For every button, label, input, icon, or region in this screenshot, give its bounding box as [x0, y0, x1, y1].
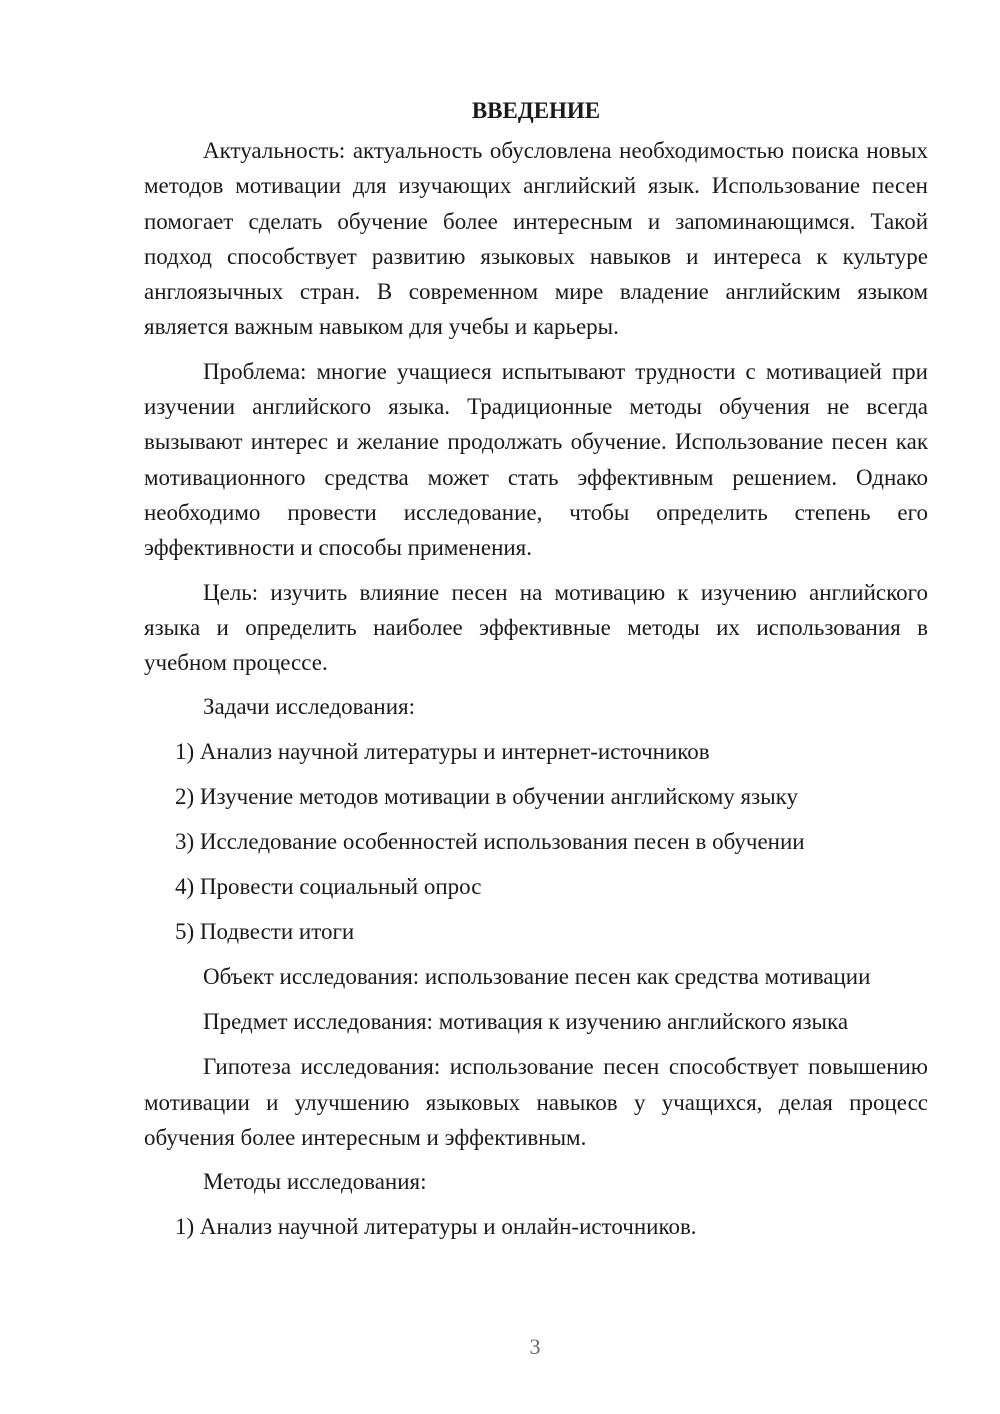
page-title: ВВЕДЕНИЕ: [471, 98, 601, 123]
document-page: [144, 94, 928, 1254]
task-item-2: 2) Изучение методов мотивации в обучении английскому языку: [175, 784, 798, 810]
task-item-4: 4) Провести социальный опрос: [175, 874, 482, 900]
subject-line: Предмет исследования: мотивация к изучению английского языка: [203, 1009, 849, 1035]
task-item-3: 3) Исследование особенностей использования песен в обучении: [175, 829, 805, 855]
object-line: Объект исследования: использование песен как средства мотивации: [203, 964, 871, 990]
tasks-title: Задачи исследования:: [203, 694, 416, 720]
task-item-1: 1) Анализ научной литературы и интернет-источников: [175, 739, 710, 765]
problem-paragraph: Проблема: многие учащиеся испытывают трудности с мотивацией при изучении английского языка. Традиционные методы обучения не всегда вызывают интерес и желание продолжать обучение. Использование песен как мотивационного средства может стать эффективным решением. Однако необходимо провести исследование, чтобы определить степень его эффективности и способы применения.: [144, 358, 928, 561]
page-number: 3: [529, 1334, 541, 1359]
methods-title: Методы исследования:: [203, 1169, 427, 1195]
hypothesis-paragraph: Гипотеза исследования: использование песен способствует повышению мотивации и улучшению языковых навыков у учащихся, делая процесс обучения более интересным и эффективным.: [144, 1054, 928, 1151]
task-item-5: 5) Подвести итоги: [175, 919, 355, 945]
goal-paragraph: Цель: изучить влияние песен на мотивацию к изучению английского языка и определить наиболее эффективные методы их использования в учебном процессе.: [144, 579, 928, 676]
relevance-paragraph: Актуальность: актуальность обусловлена необходимостью поиска новых методов мотивации для изучающих английский язык. Использование песен помогает сделать обучение более интересным и запоминающимся. Такой подход способствует развитию языковых навыков и интереса к культуре англоязычных стран. В современном мире владение английским языком является важным навыком для учебы и карьеры.: [144, 138, 928, 340]
method-item-1: 1) Анализ научной литературы и онлайн-источников.: [175, 1214, 697, 1240]
